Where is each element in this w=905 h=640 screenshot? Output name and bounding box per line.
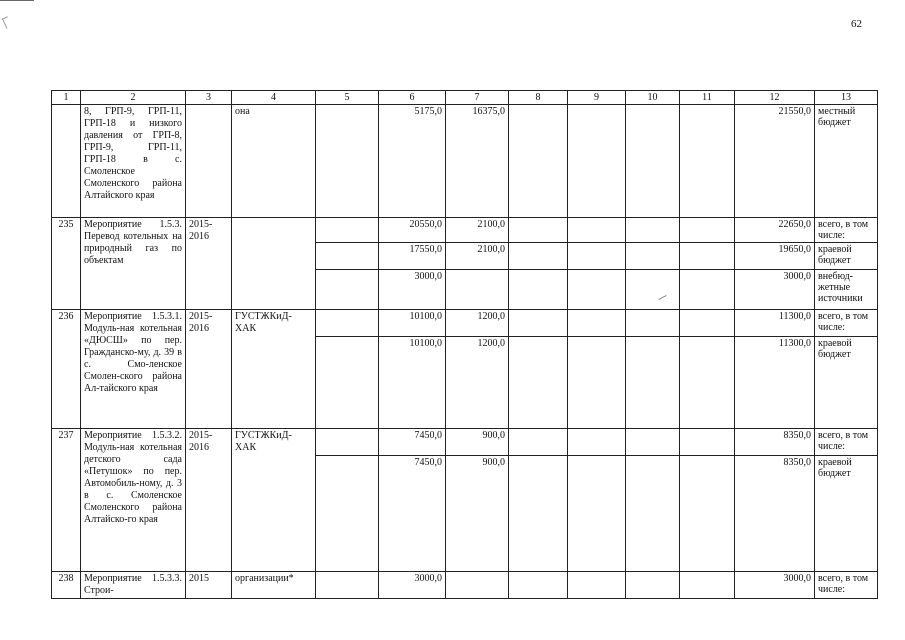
col11-cell [680, 270, 735, 310]
source-cell: местный бюджет [815, 105, 878, 218]
col8-cell [509, 243, 568, 270]
row-number-cell: 237 [52, 429, 81, 572]
column-header: 2 [81, 91, 186, 105]
source-cell: краевой бюджет [815, 456, 878, 572]
col7-cell [446, 572, 509, 599]
col6-cell: 10100,0 [379, 337, 446, 429]
col5-cell [316, 105, 379, 218]
source-cell: всего, в том числе: [815, 218, 878, 243]
col8-cell [509, 572, 568, 599]
table-header-row [52, 91, 878, 105]
col9-cell [568, 429, 626, 456]
col5-cell [316, 218, 379, 243]
col12-cell: 3000,0 [735, 572, 815, 599]
col9-cell [568, 105, 626, 218]
column-header: 3 [186, 91, 232, 105]
row-number-cell: 235 [52, 218, 81, 310]
col11-cell [680, 310, 735, 337]
col9-cell [568, 456, 626, 572]
col6-cell: 7450,0 [379, 456, 446, 572]
col6-cell: 3000,0 [379, 270, 446, 310]
source-cell: всего, в том числе: [815, 429, 878, 456]
row-number-cell: 238 [52, 572, 81, 599]
col9-cell [568, 572, 626, 599]
source-cell: краевой бюджет [815, 243, 878, 270]
column-header: 9 [568, 91, 626, 105]
executor-cell: ГУСТЖКиД-ХАК [232, 310, 316, 429]
source-cell: всего, в том числе: [815, 572, 878, 599]
table-row-continuation [52, 105, 878, 218]
col12-cell: 11300,0 [735, 337, 815, 429]
col8-cell [509, 105, 568, 218]
col7-cell: 900,0 [446, 429, 509, 456]
column-header: 8 [509, 91, 568, 105]
col6-cell: 10100,0 [379, 310, 446, 337]
col5-cell [316, 337, 379, 429]
col11-cell [680, 218, 735, 243]
col6-cell: 5175,0 [379, 105, 446, 218]
executor-cell [232, 218, 316, 310]
col11-cell [680, 429, 735, 456]
col8-cell [509, 456, 568, 572]
table-row-236 [52, 310, 878, 337]
col12-cell: 22650,0 [735, 218, 815, 243]
col10-cell [626, 337, 680, 429]
col5-cell [316, 310, 379, 337]
col10-cell [626, 243, 680, 270]
col9-cell [568, 337, 626, 429]
col11-cell [680, 572, 735, 599]
col12-cell: 8350,0 [735, 429, 815, 456]
col6-cell: 17550,0 [379, 243, 446, 270]
col10-cell [626, 105, 680, 218]
budget-table [51, 90, 878, 599]
col5-cell [316, 572, 379, 599]
col8-cell [509, 337, 568, 429]
description-cell: 8, ГРП-9, ГРП-11, ГРП-18 и низкого давления от ГРП-8, ГРП-9, ГРП-11, ГРП-18 в с. Смоленское Смоленского района Алтайского края [81, 105, 186, 218]
column-header: 12 [735, 91, 815, 105]
column-header: 5 [316, 91, 379, 105]
description-cell: Мероприятие 1.5.3.1. Модуль-ная котельная «ДЮСШ» по пер. Гражданско-му, д. 39 в с. Смо-ленское Смолен-ского района Ал-тайского края [81, 310, 186, 429]
col9-cell [568, 243, 626, 270]
col5-cell [316, 243, 379, 270]
col6-cell: 3000,0 [379, 572, 446, 599]
col10-cell [626, 572, 680, 599]
col8-cell [509, 218, 568, 243]
col12-cell: 3000,0 [735, 270, 815, 310]
col5-cell [316, 456, 379, 572]
col6-cell: 20550,0 [379, 218, 446, 243]
col12-cell: 11300,0 [735, 310, 815, 337]
col8-cell [509, 310, 568, 337]
table-row-237 [52, 429, 878, 456]
source-cell: всего, в том числе: [815, 310, 878, 337]
column-header: 13 [815, 91, 878, 105]
description-cell: Мероприятие 1.5.3.3. Строи- [81, 572, 186, 599]
years-cell: 2015 [186, 572, 232, 599]
page-number: 62 [851, 18, 862, 30]
years-cell: 2015-2016 [186, 218, 232, 310]
col7-cell: 16375,0 [446, 105, 509, 218]
row-number-cell [52, 105, 81, 218]
executor-cell: она [232, 105, 316, 218]
table-row-238 [52, 572, 878, 599]
col10-cell [626, 429, 680, 456]
description-cell: Мероприятие 1.5.3. Перевод котельных на природный газ по объектам [81, 218, 186, 310]
years-cell: 2015-2016 [186, 429, 232, 572]
col8-cell [509, 270, 568, 310]
column-header: 4 [232, 91, 316, 105]
scan-edge-mark [0, 0, 34, 4]
col6-cell: 7450,0 [379, 429, 446, 456]
source-cell: краевой бюджет [815, 337, 878, 429]
col11-cell [680, 456, 735, 572]
col10-cell [626, 218, 680, 243]
col11-cell [680, 105, 735, 218]
years-cell: 2015-2016 [186, 310, 232, 429]
col12-cell: 21550,0 [735, 105, 815, 218]
col11-cell [680, 337, 735, 429]
executor-cell: ГУСТЖКиД-ХАК [232, 429, 316, 572]
col7-cell: 1200,0 [446, 337, 509, 429]
col7-cell: 2100,0 [446, 218, 509, 243]
description-cell: Мероприятие 1.5.3.2. Модуль-ная котельная детского сада «Петушок» по пер. Автомобиль-ному, д. 3 в с. Смоленское Смоленского района Алтайско-го края [81, 429, 186, 572]
col9-cell [568, 218, 626, 243]
col8-cell [509, 429, 568, 456]
table-row-235 [52, 218, 878, 243]
row-number-cell: 236 [52, 310, 81, 429]
col5-cell [316, 429, 379, 456]
column-header: 10 [626, 91, 680, 105]
col12-cell: 8350,0 [735, 456, 815, 572]
column-header: 11 [680, 91, 735, 105]
col11-cell [680, 243, 735, 270]
col9-cell [568, 310, 626, 337]
col7-cell: 2100,0 [446, 243, 509, 270]
years-cell [186, 105, 232, 218]
column-header: 6 [379, 91, 446, 105]
col7-cell [446, 270, 509, 310]
col10-cell [626, 456, 680, 572]
column-header: 1 [52, 91, 81, 105]
col9-cell [568, 270, 626, 310]
column-header: 7 [446, 91, 509, 105]
col10-cell [626, 310, 680, 337]
col7-cell: 900,0 [446, 456, 509, 572]
col10-cell [626, 270, 680, 310]
scan-artifact-mark [2, 16, 12, 29]
executor-cell: организации* [232, 572, 316, 599]
col7-cell: 1200,0 [446, 310, 509, 337]
col5-cell [316, 270, 379, 310]
col12-cell: 19650,0 [735, 243, 815, 270]
source-cell: внебюд-жетные источники [815, 270, 878, 310]
